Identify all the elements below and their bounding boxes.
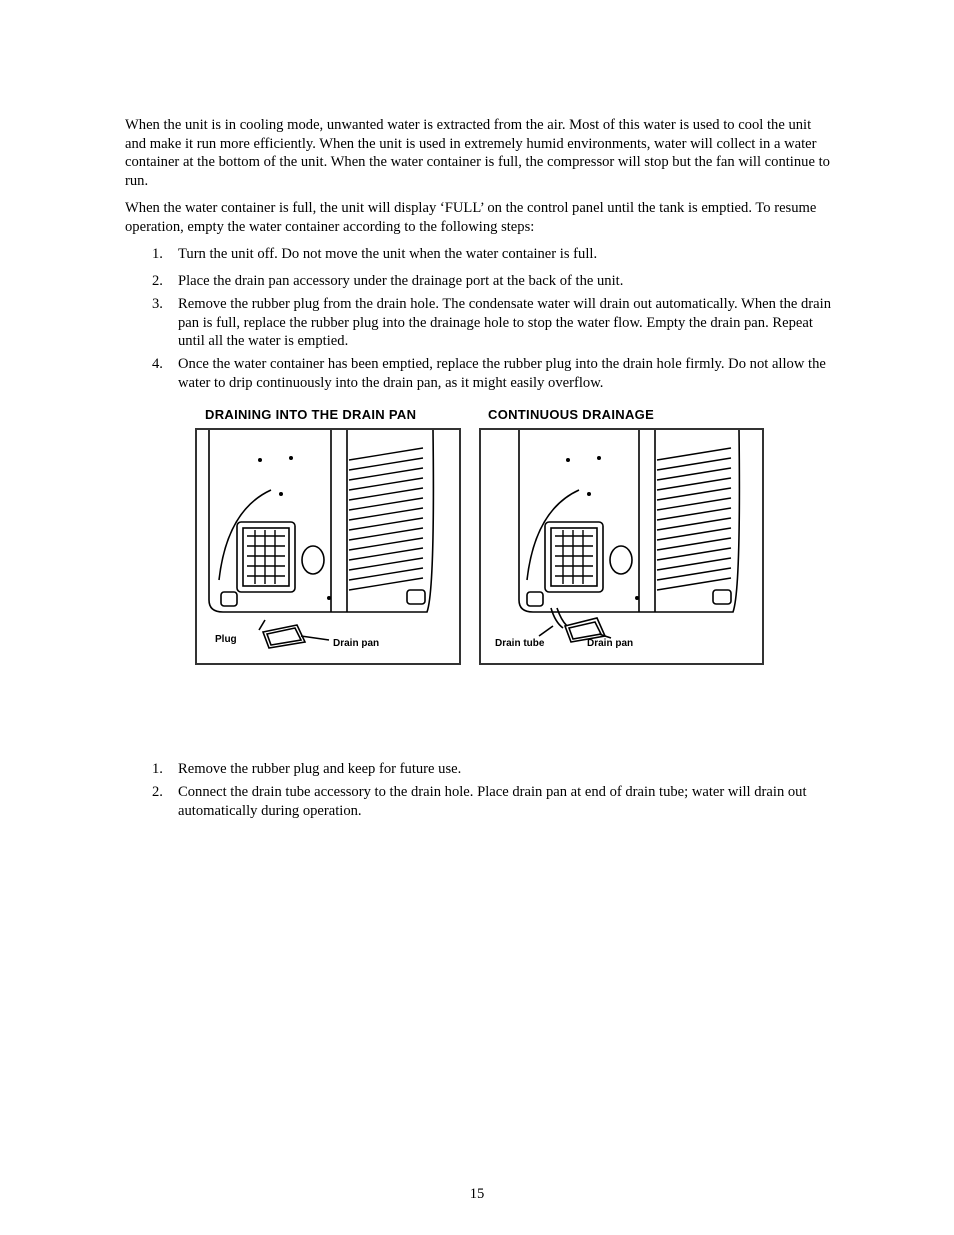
unit-back-illustration	[197, 430, 459, 663]
figure-title-drain-pan: DRAINING INTO THE DRAIN PAN	[205, 407, 417, 422]
step-text: Place the drain pan accessory under the drainage port at the back of the unit.	[178, 273, 624, 289]
figure-drain-pan	[195, 428, 461, 665]
unit-back-illustration	[481, 430, 762, 663]
full-notice-paragraph: When the water container is full, the unit will display ‘FULL’ on the control panel until the tank is emptied. To resume operation, empty the water container according to the following steps:	[125, 200, 817, 235]
intro-paragraph: When the unit is in cooling mode, unwanted water is extracted from the air. Most of this water is used to cool the unit and make it run more efficiently. When the unit is used in extremely humid environments, water will collect in a water container at the bottom of the unit. When the water container is full, the compressor will stop but the fan will continue to run.	[125, 117, 830, 189]
figure-label-drain-tube: Drain tube	[495, 638, 545, 649]
step-text: Once the water container has been emptied, replace the rubber plug into the drain hole firmly. Do not allow the water to drip continuously into the drain pan, as it might easily overflow.	[178, 356, 826, 391]
figure-continuous-drainage	[479, 428, 764, 665]
step-number: 4.	[152, 356, 163, 372]
step-text: Turn the unit off. Do not move the unit when the water container is full.	[178, 246, 598, 262]
step-text: Remove the rubber plug from the drain hole. The condensate water will drain out automatically. When the drain pan is full, replace the rubber plug into the drainage hole to stop the water flow. Empty the drain pan. Repeat until all the water is emptied.	[178, 296, 831, 349]
figure-title-continuous: CONTINUOUS DRAINAGE	[488, 407, 655, 422]
figure-label-plug: Plug	[215, 634, 237, 645]
step-number: 3.	[152, 296, 163, 312]
step-number: 2.	[152, 784, 163, 800]
step-number: 1.	[152, 761, 163, 777]
step-text: Connect the drain tube accessory to the drain hole. Place drain pan at end of drain tube; water will drain out automatically during operation.	[178, 784, 807, 819]
step-number: 1.	[152, 246, 163, 262]
step-text: Remove the rubber plug and keep for future use.	[178, 761, 462, 777]
figure-label-drain-pan: Drain pan	[587, 638, 634, 649]
step-number: 2.	[152, 273, 163, 289]
figure-label-drain-pan: Drain pan	[333, 638, 380, 649]
page-number: 15	[469, 1186, 485, 1202]
